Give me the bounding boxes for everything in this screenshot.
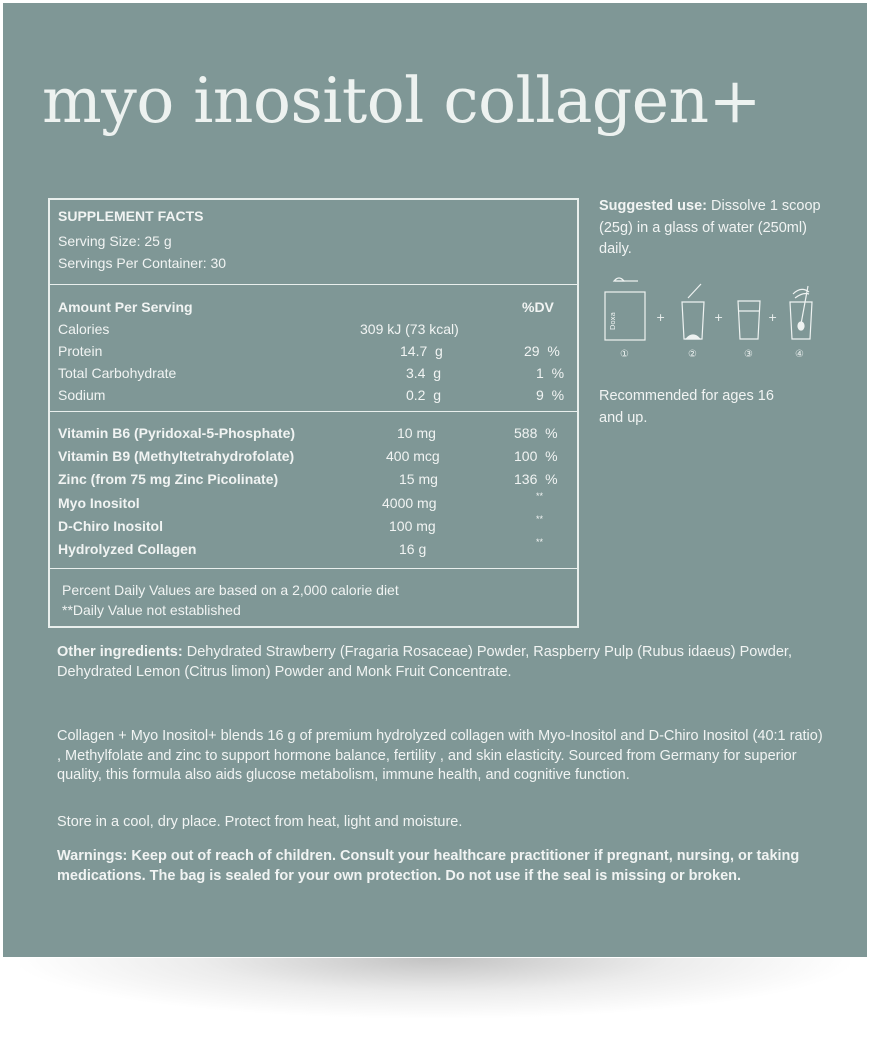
- step-number: ②: [688, 349, 697, 360]
- other-ingredients: [57, 643, 827, 682]
- suggested-use-text: Dissolve 1 scoop (25g) in a glass of water (250ml) daily.: [599, 198, 821, 257]
- product-title: myo inositol collagen+: [42, 64, 761, 137]
- servings-per-container: Servings Per Container: 30: [58, 255, 227, 271]
- dv-header: %DV: [522, 299, 554, 315]
- active-name: Hydrolyzed Collagen: [58, 541, 197, 557]
- glass-water-icon: [738, 301, 760, 339]
- amount-per-serving-header: Amount Per Serving: [58, 299, 193, 315]
- active-amount: 16 g: [399, 541, 427, 557]
- nutrient-name: Total Carbohydrate: [58, 365, 177, 381]
- plus-sign: +: [714, 311, 724, 324]
- active-name: Vitamin B6 (Pyridoxal-5-Phosphate): [58, 425, 296, 441]
- active-dv: **: [536, 537, 544, 547]
- serving-size: Serving Size: 25 g: [58, 233, 172, 249]
- facts-divider: [50, 284, 577, 285]
- bag-brand-mark: Doxa: [609, 312, 617, 330]
- nutrient-dv: 9 %: [536, 387, 565, 403]
- active-dv: 588 %: [514, 425, 558, 441]
- plus-sign: +: [656, 311, 666, 324]
- active-name: Myo Inositol: [58, 495, 140, 511]
- active-dv: 136 %: [514, 471, 558, 487]
- active-name: Vitamin B9 (Methyltetrahydrofolate): [58, 448, 295, 464]
- supplement-facts-box: [48, 198, 579, 628]
- plus-sign: +: [768, 311, 778, 324]
- preparation-steps: [600, 266, 820, 362]
- storage-instructions: Store in a cool, dry place. Protect from heat, light and moisture.: [57, 814, 463, 830]
- glass-powder-icon: [682, 284, 704, 339]
- suggested-use-label: Suggested use:: [599, 198, 707, 214]
- active-amount: 15 mg: [399, 471, 438, 487]
- facts-divider: [50, 411, 577, 412]
- nutrient-amount: 14.7 g: [400, 343, 443, 359]
- glass-stir-icon: [790, 286, 812, 339]
- active-amount: 400 mcg: [386, 448, 440, 464]
- warnings: Warnings: Keep out of reach of children. Consult your healthcare practitioner if pregnant, nursing, or taking medications. The bag is sealed for your own protection. Do not use if the seal is missing or broken.: [57, 848, 800, 884]
- nutrient-amount: 0.2 g: [406, 387, 442, 403]
- active-amount: 4000 mg: [382, 495, 437, 511]
- footnote-not-established: **Daily Value not established: [62, 602, 241, 618]
- suggested-use: [599, 196, 829, 261]
- step-number: ①: [620, 349, 629, 360]
- nutrient-amount: 3.4 g: [406, 365, 442, 381]
- recommended-ages: Recommended for ages 16 and up.: [599, 388, 774, 426]
- step-number: ③: [744, 349, 753, 360]
- facts-heading: SUPPLEMENT FACTS: [58, 208, 204, 224]
- active-amount: 10 mg: [397, 425, 436, 441]
- active-name: Zinc (from 75 mg Zinc Picolinate): [58, 471, 279, 487]
- other-ingredients-text: Dehydrated Strawberry (Fragaria Rosaceae) Powder, Raspberry Pulp (Rubus idaeus) Powder, Dehydrated Lemon (Citrus limon) Powder and Monk Fruit Concentrate.: [57, 644, 792, 680]
- panel-shadow: [20, 958, 850, 1018]
- nutrient-name: Sodium: [58, 387, 106, 403]
- step-number: ④: [795, 349, 804, 360]
- active-dv: 100 %: [514, 448, 558, 464]
- other-ingredients-label: Other ingredients:: [57, 644, 183, 660]
- facts-divider: [50, 568, 577, 569]
- nutrient-name: Protein: [58, 343, 103, 359]
- active-name: D-Chiro Inositol: [58, 518, 163, 534]
- nutrient-amount: 309 kJ (73 kcal): [360, 321, 459, 337]
- active-dv: **: [536, 514, 544, 524]
- active-amount: 100 mg: [389, 518, 436, 534]
- nutrient-name: Calories: [58, 321, 110, 337]
- product-description: Collagen + Myo Inositol+ blends 16 g of premium hydrolyzed collagen with Myo-Inositol and D-Chiro Inositol (40:1 ratio) , Methylfolate and zinc to support hormone balance, fertility , and skin elasticity. Sourced from Germany for superior quality, this formula also aids glucose metabolism, immune health, and cognitive function.: [57, 728, 823, 783]
- active-dv: **: [536, 491, 544, 501]
- nutrient-dv: 1 %: [536, 365, 565, 381]
- nutrient-dv: 29 %: [524, 343, 560, 359]
- footnote-dv: Percent Daily Values are based on a 2,000 calorie diet: [62, 582, 399, 598]
